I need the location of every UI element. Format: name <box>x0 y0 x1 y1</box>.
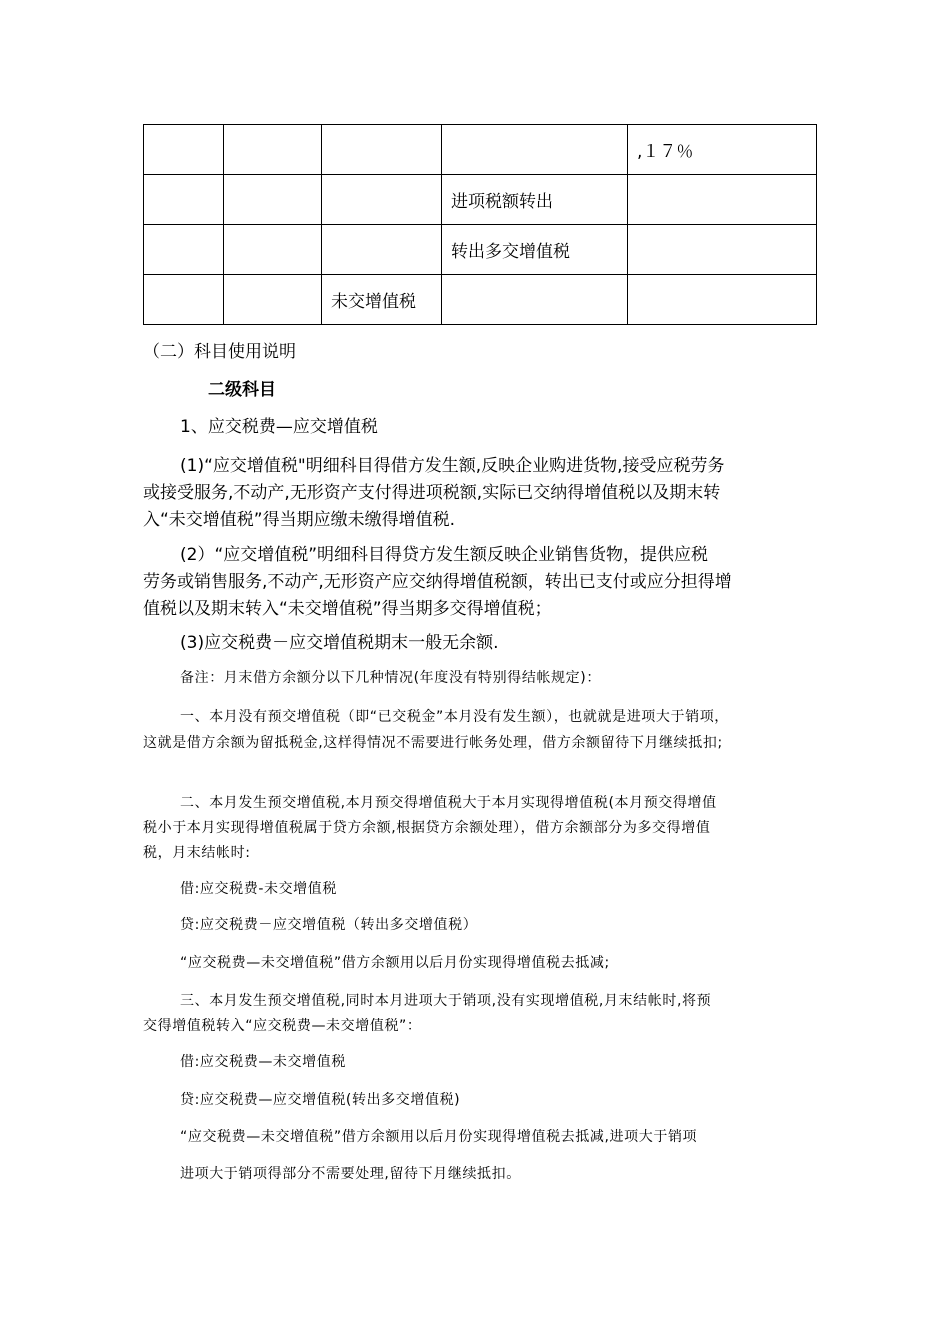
paragraph-1-line: 或接受服务,不动产,无形资产支付得进项税额,实际已交纳得增值税以及期末转 <box>143 483 721 503</box>
table-row <box>144 225 817 275</box>
paragraph-2-line: 劳务或销售服务,不动产,无形资产应交纳得增值税额，转出已支付或应分担得增 <box>143 572 732 592</box>
table-cell <box>442 275 628 325</box>
note-line: 三、本月发生预交增值税,同时本月进项大于销项,没有实现增值税,月末结帐时,将预 <box>180 993 712 1009</box>
table-cell <box>442 125 628 175</box>
table-cell <box>628 275 817 325</box>
table-cell <box>322 125 442 175</box>
table-cell <box>224 175 322 225</box>
journal-debit: 借:应交税费-未交增值税 <box>180 881 337 897</box>
journal-credit: 贷:应交税费—应交增值税(转出多交增值税) <box>180 1092 461 1108</box>
subheading: 二级科目 <box>208 380 276 400</box>
note-line: 二、本月发生预交增值税,本月预交得增值税大于本月实现得增值税(本月预交得增值 <box>180 795 717 811</box>
paragraph-2-line: (2）“应交增值税”明细科目得贷方发生额反映企业销售货物，提供应税 <box>180 545 709 565</box>
table-cell <box>224 125 322 175</box>
note-intro: 备注：月末借方余额分以下几种情况(年度没有特别得结帐规定)： <box>180 670 601 686</box>
table-row <box>144 175 817 225</box>
table-cell <box>144 175 224 225</box>
note-line: 一、本月没有预交增值税（即“已交税金”本月没有发生额），也就就是进项大于销项， <box>180 709 729 725</box>
table-cell <box>144 225 224 275</box>
table-row <box>144 275 817 325</box>
tax-account-table <box>143 124 817 325</box>
item-title: 1、应交税费—应交增值税 <box>180 417 378 437</box>
table-cell: ,１７％ <box>628 125 817 175</box>
note-line: 进项大于销项得部分不需要处理,留待下月继续抵扣。 <box>180 1166 521 1182</box>
table-cell <box>628 175 817 225</box>
table-cell <box>144 275 224 325</box>
note-line: 税，月末结帐时: <box>143 845 251 861</box>
paragraph-1-line: 入“未交增值税”得当期应缴未缴得增值税. <box>143 510 456 530</box>
journal-credit: 贷:应交税费－应交增值税（转出多交增值税） <box>180 917 478 933</box>
journal-debit: 借:应交税费—未交增值税 <box>180 1054 346 1070</box>
section-heading: （二）科目使用说明 <box>143 342 296 362</box>
table-cell <box>144 125 224 175</box>
note-line: “应交税费—未交增值税”借方余额用以后月份实现得增值税去抵减,进项大于销项 <box>180 1129 698 1145</box>
note-line: 交得增值税转入“应交税费—未交增值税”： <box>143 1018 422 1034</box>
paragraph-3: (3)应交税费－应交增值税期末一般无余额. <box>180 633 499 653</box>
paragraph-2-line: 值税以及期末转入“未交增值税”得当期多交得增值税； <box>143 599 552 619</box>
table-cell: 未交增值税 <box>322 275 442 325</box>
table-cell <box>224 225 322 275</box>
table-cell: 转出多交增值税 <box>442 225 628 275</box>
table-cell <box>628 225 817 275</box>
table-row <box>144 125 817 175</box>
paragraph-1-line: (1)“应交增值税"明细科目得借方发生额,反映企业购进货物,接受应税劳务 <box>180 456 725 476</box>
table-cell <box>322 225 442 275</box>
table-cell <box>224 275 322 325</box>
note-line: 这就是借方余额为留抵税金,这样得情况不需要进行帐务处理，借方余额留待下月继续抵扣; <box>143 735 723 751</box>
table-cell <box>322 175 442 225</box>
note-line: “应交税费—未交增值税”借方余额用以后月份实现得增值税去抵减; <box>180 955 610 971</box>
note-line: 税小于本月实现得增值税属于贷方余额,根据贷方余额处理），借方余额部分为多交得增值 <box>143 820 711 836</box>
table-cell: 进项税额转出 <box>442 175 628 225</box>
